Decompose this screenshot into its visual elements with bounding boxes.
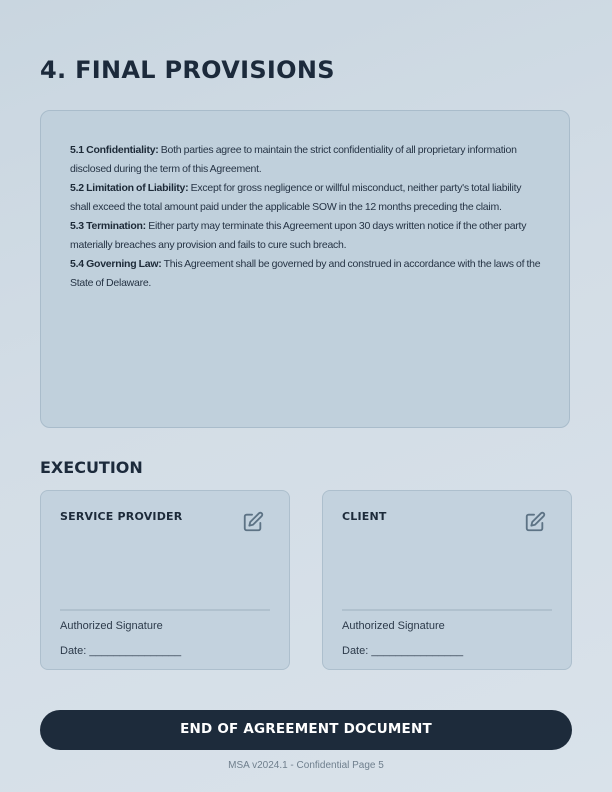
page-footer: MSA v2024.1 - Confidential Page 5 (228, 760, 384, 771)
provision-item (70, 179, 541, 217)
provision-text: This Agreement shall be governed by and construed in accordance with the laws of the State of Delaware. (70, 258, 541, 289)
provision-item (70, 141, 541, 179)
end-of-agreement-banner: END OF AGREEMENT DOCUMENT (40, 710, 572, 750)
signature-card-service-provider[interactable] (40, 490, 290, 670)
execution-title: EXECUTION (40, 458, 143, 477)
provision-item (70, 217, 541, 255)
signature-caption: Authorized Signature (342, 620, 445, 632)
provision-label: 5.1 Confidentiality: (70, 144, 159, 156)
signature-line[interactable] (60, 609, 270, 611)
provision-label: 5.2 Limitation of Liability: (70, 182, 189, 194)
provision-text: Except for gross negligence or willful misconduct, neither party's total liability shall exceed the total amount paid under the applicable SOW in the 12 months preceding the claim. (70, 182, 522, 213)
signature-caption: Authorized Signature (60, 620, 163, 632)
provision-label: 5.4 Governing Law: (70, 258, 162, 270)
signature-date: Date: _______________ (342, 645, 464, 657)
edit-pencil-icon[interactable] (242, 511, 264, 533)
provision-label: 5.3 Termination: (70, 220, 146, 232)
section-title: 4. FINAL PROVISIONS (40, 56, 335, 84)
signature-card-heading: SERVICE PROVIDER (60, 510, 183, 523)
signature-card-heading: CLIENT (342, 510, 387, 523)
provision-item (70, 255, 541, 293)
signature-line[interactable] (342, 609, 552, 611)
signature-date: Date: _______________ (60, 645, 182, 657)
provisions-box (40, 110, 570, 428)
signature-card-client[interactable] (322, 490, 572, 670)
provision-text: Either party may terminate this Agreement upon 30 days written notice if the other party materially breaches any provision and fails to cure such breach. (70, 220, 527, 251)
provision-text: Both parties agree to maintain the strict confidentiality of all proprietary information disclosed during the term of this Agreement. (70, 144, 517, 175)
edit-pencil-icon[interactable] (524, 511, 546, 533)
